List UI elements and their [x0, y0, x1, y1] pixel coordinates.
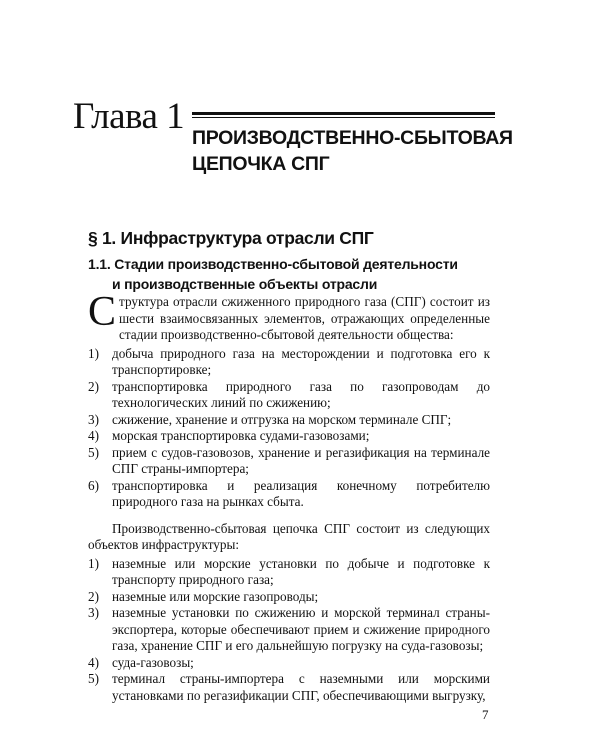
list-item — [88, 412, 490, 429]
list-item-text: наземные установки по сжижению и морской терминал страны-экспортера, которые обеспечивают прием и сжижение природного газа, хранение СПГ и его дальнейшую погрузку на суда-газовозы; — [112, 605, 490, 653]
list-item-number: 5 ) — [88, 671, 110, 688]
list-item-number: 4 ) — [88, 655, 110, 672]
list-item-number: 5 ) — [88, 445, 110, 462]
list-item — [88, 346, 490, 379]
list-item-number: 3 ) — [88, 605, 110, 622]
objects-list — [88, 556, 490, 705]
list-item — [88, 379, 490, 412]
page-number: 7 — [482, 707, 489, 722]
section-title: § 1. Инфраструктура отрасли СПГ — [88, 228, 374, 248]
chapter-rule — [192, 112, 495, 118]
list-item-text: суда-газовозы; — [112, 654, 194, 670]
list-item-text: сжижение, хранение и отгрузка на морском терминале СПГ; — [112, 411, 452, 427]
list-item-text: транспортировка и реализация конечному потребителю природного газа на рынках сбыта. — [112, 477, 490, 509]
list-item — [88, 556, 490, 589]
list-item — [88, 478, 490, 511]
list-item-number: 3 ) — [88, 412, 110, 429]
body-text — [88, 289, 490, 704]
list-item — [88, 445, 490, 478]
list-item-number: 2 ) — [88, 589, 110, 606]
intro-paragraph — [88, 289, 490, 344]
list-item — [88, 589, 490, 606]
list-item-number: 1 ) — [88, 346, 110, 363]
list-item-text: добыча природного газа на месторождении и подготовка его к транспортировке; — [112, 345, 490, 377]
drop-cap: С — [88, 289, 117, 335]
list-item-text: наземные или морские установки по добыче и подготовке к транспорту природного газа; — [112, 555, 490, 587]
chapter-title-line: ЦЕПОЧКА СПГ — [192, 153, 330, 175]
chapter-title — [192, 125, 522, 177]
list-item-number: 1 ) — [88, 556, 110, 573]
list-item-text: наземные или морские газопроводы; — [112, 588, 319, 604]
list-item-text: морская транспортировка судами-газовозами; — [112, 428, 370, 443]
list-item-text: прием с судов-газовозов, хранение и регазификация на терминале СПГ страны-импортера; — [112, 444, 490, 476]
subsection-title-line2: и производственные объекты отрасли — [112, 276, 378, 292]
list-item — [88, 428, 490, 445]
objects-intro-paragraph: Производственно-сбытовая цепочка СПГ состоит из следующих объектов инфраструктуры: — [88, 520, 490, 552]
stages-list — [88, 346, 490, 511]
list-item — [88, 605, 490, 655]
list-item-number: 6 ) — [88, 478, 110, 495]
subsection-title-line1: Стадии производственно-сбытовой деятельности — [114, 256, 458, 272]
subsection-title — [88, 254, 458, 294]
list-item — [88, 671, 490, 704]
list-item — [88, 655, 490, 672]
intro-text: труктура отрасли сжиженного природного газа (СПГ) состоит из шести взаимосвязанных элементов, отражающих определенные стадии производственно-сбытовой деятельности общества: — [119, 294, 490, 342]
list-item-text: транспортировка природного газа по газопроводам до технологических линий по сжижению; — [112, 378, 490, 410]
subsection-number: 1.1. — [88, 256, 111, 272]
list-item-number: 4 ) — [88, 428, 110, 445]
list-item-text: терминал страны-импортера с наземными или морскими установками по регазификации СПГ, обеспечивающими выгрузку, — [112, 671, 490, 703]
chapter-title-line: ПРОИЗВОДСТВЕННО-СБЫТОВАЯ — [192, 127, 513, 149]
chapter-label: Глава 1 — [73, 96, 185, 137]
list-item-number: 2 ) — [88, 379, 110, 396]
